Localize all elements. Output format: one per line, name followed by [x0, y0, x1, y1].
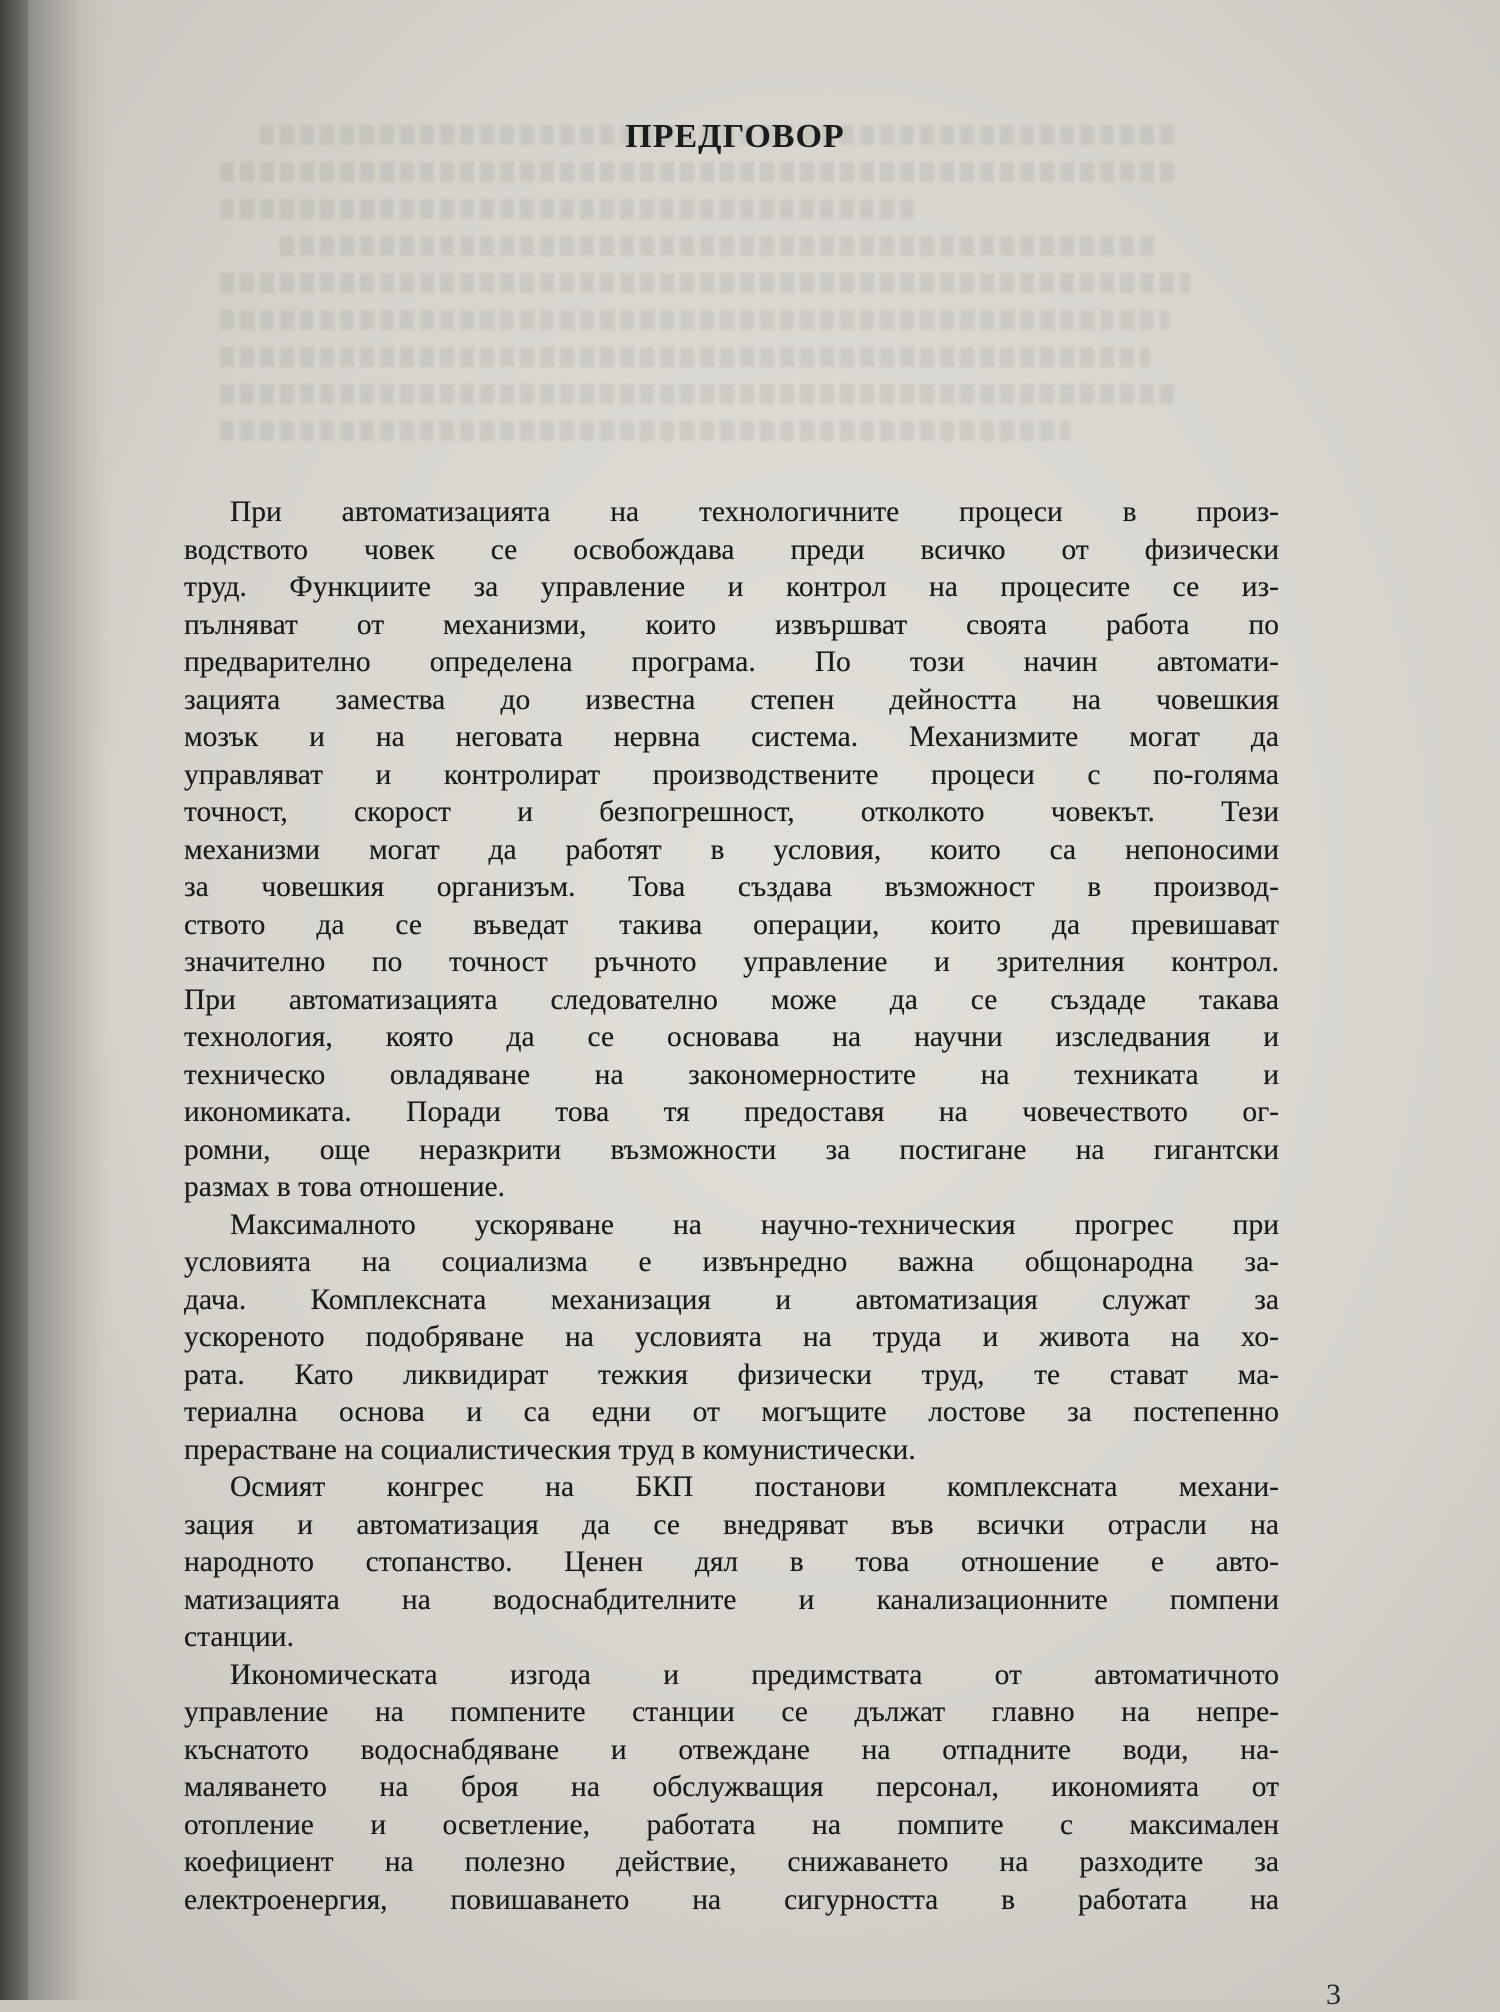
- text-line: дача. Комплексната механизация и автоматизация служат за: [184, 1283, 1279, 1316]
- page-title: ПРЕДГОВОР: [625, 118, 845, 155]
- text-line: рата. Като ликвидират тежкия физически труд, те стават ма-: [184, 1358, 1279, 1391]
- text-line: значително по точност ръчното управление и зрителния контрол.: [184, 946, 1279, 978]
- paragraph: [184, 1469, 1279, 1657]
- text-line: Осмият конгрес на БКП постанови комплексната механи-: [230, 1471, 1279, 1503]
- text-line: водството човек се освобождава преди всичко от физически: [184, 533, 1279, 566]
- paragraph: [184, 1207, 1279, 1470]
- text-line: труд. Функциите за управление и контрол на процесите се из-: [184, 571, 1279, 603]
- text-line: управляват и контролират производствените процеси с по-голяма: [184, 758, 1279, 791]
- text-line: ускореното подобряване на условията на труда и живота на хо-: [184, 1321, 1279, 1353]
- text-line: При автоматизацията на технологичните процеси в произ-: [230, 496, 1279, 528]
- paragraph: [184, 1657, 1279, 1920]
- text-line: При автоматизацията следователно може да се създаде такава: [184, 983, 1279, 1016]
- text-line: зацията замества до известна степен дейността на човешкия: [184, 683, 1279, 716]
- text-line: прерастване на социалистическия труд в комунистически.: [184, 1433, 916, 1466]
- text-line: технология, която да се основава на научни изследвания и: [184, 1021, 1279, 1053]
- text-line: техническо овладяване на закономерностите на техниката и: [184, 1058, 1279, 1091]
- page-number: 3: [1326, 1978, 1341, 2011]
- text-line: отопление и осветление, работата на помпите с максимален: [184, 1808, 1279, 1841]
- text-line: маляването на броя на обслужващия персонал, икономията от: [184, 1771, 1279, 1803]
- text-line: ството да се въведат такива операции, които да превишават: [184, 908, 1279, 941]
- text-line: икономиката. Поради това тя предоставя на човечеството ог-: [184, 1096, 1279, 1128]
- text-line: народното стопанство. Ценен дял в това отношение е авто-: [184, 1546, 1279, 1578]
- text-line: за човешкия организъм. Това създава възможност в производ-: [184, 871, 1279, 903]
- body-text: [184, 494, 1279, 1919]
- text-line: Икономическата изгода и предимствата от автоматичното: [230, 1658, 1279, 1691]
- text-line: матизацията на водоснабдителните и канализационните помпени: [184, 1583, 1279, 1616]
- paragraph: [184, 494, 1279, 1207]
- text-line: станции.: [184, 1621, 294, 1653]
- text-line: предварително определена програма. По този начин автомати-: [184, 646, 1279, 678]
- text-line: Максималното ускоряване на научно-техническия прогрес при: [230, 1208, 1279, 1241]
- text-line: териална основа и са едни от могъщите лостове за постепенно: [184, 1396, 1279, 1428]
- text-line: размах в това отношение.: [184, 1171, 505, 1203]
- text-line: коефициент на полезно действие, снижаването на разходите за: [184, 1846, 1279, 1878]
- facing-page-edge: [0, 0, 28, 2000]
- text-line: условията на социализма е извънредно важна общонародна за-: [184, 1246, 1279, 1278]
- text-line: ромни, още неразкрити възможности за постигане на гигантски: [184, 1133, 1279, 1166]
- text-line: електроенергия, повишаването на сигурността в работата на: [184, 1883, 1279, 1916]
- text-line: механизми могат да работят в условия, които са непоносими: [184, 833, 1279, 866]
- text-line: къснатото водоснабдяване и отвеждане на отпадните води, на-: [184, 1733, 1279, 1766]
- text-line: пълняват от механизми, които извършват своята работа по: [184, 608, 1279, 641]
- text-line: зация и автоматизация да се внедряват във всички отрасли на: [184, 1508, 1279, 1541]
- text-line: мозък и на неговата нервна система. Механизмите могат да: [184, 721, 1279, 753]
- text-line: управление на помпените станции се дължат главно на непре-: [184, 1696, 1279, 1728]
- text-line: точност, скорост и безпогрешност, отколкото човекът. Тези: [184, 796, 1279, 828]
